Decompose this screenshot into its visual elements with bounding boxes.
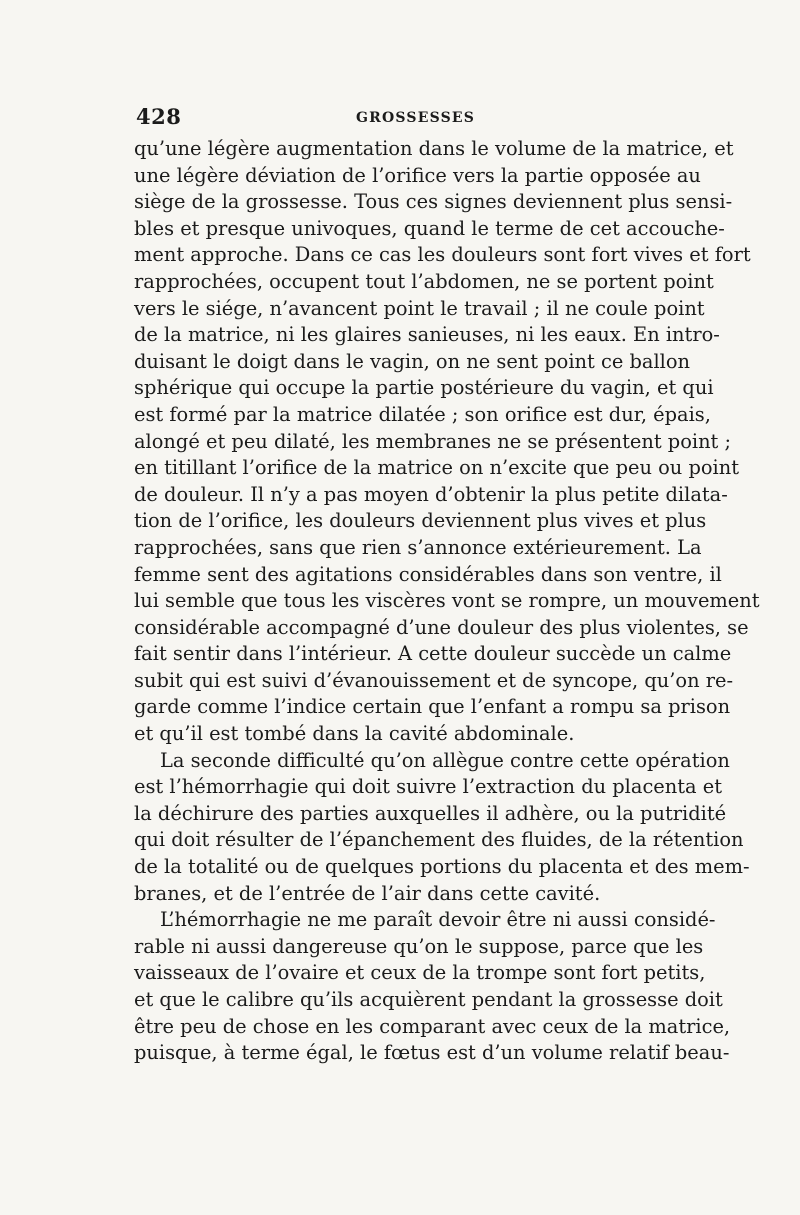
text-line: subit qui est suivi d’évanouissement et de syncope, qu’on re- xyxy=(134,668,734,692)
running-title: GROSSESSES xyxy=(356,110,476,126)
text-line: sphérique qui occupe la partie postérieure du vagin, et qui xyxy=(134,376,714,400)
text-line: de douleur. Il n’y a pas moyen d’obtenir la plus petite dilata- xyxy=(134,482,728,506)
text-line: puisque, à terme égal, le fœtus est d’un volume relatif beau- xyxy=(134,1041,730,1065)
text-line: ment approche. Dans ce cas les douleurs sont fort vives et fort xyxy=(134,243,751,267)
text-line: être peu de chose en les comparant avec ceux de la matrice, xyxy=(134,1014,731,1038)
text-line: duisant le doigt dans le vagin, on ne sent point ce ballon xyxy=(134,349,691,373)
text-line: rapprochées, sans que rien s’annonce extérieurement. La xyxy=(134,535,702,559)
text-line: siège de la grossesse. Tous ces signes deviennent plus sensi- xyxy=(134,190,733,214)
text-line: rable ni aussi dangereuse qu’on le suppose, parce que les xyxy=(134,934,704,958)
text-line: de la totalité ou de quelques portions du placenta et des mem- xyxy=(134,855,750,879)
text-line: la déchirure des parties auxquelles il adhère, ou la putridité xyxy=(134,801,727,825)
text-line: fait sentir dans l’intérieur. A cette douleur succède un calme xyxy=(134,642,732,666)
text-line: rapprochées, occupent tout l’abdomen, ne se portent point xyxy=(134,269,714,293)
text-line: tion de l’orifice, les douleurs deviennent plus vives et plus xyxy=(134,509,707,533)
paragraph-end-line: et qu’il est tombé dans la cavité abdominale. xyxy=(134,722,575,746)
paragraph-start-line: L’hémorrhagie ne me paraît devoir être ni aussi considé- xyxy=(160,908,716,932)
text-line: de la matrice, ni les glaires sanieuses, ni les eaux. En intro- xyxy=(134,323,720,347)
body-text xyxy=(134,136,760,1067)
text-line: lui semble que tous les viscères vont se rompre, un mouvement xyxy=(134,589,760,613)
text-line: considérable accompagné d’une douleur des plus violentes, se xyxy=(134,615,749,639)
text-line: femme sent des agitations considérables dans son ventre, il xyxy=(134,562,722,586)
text-line: qu’une légère augmentation dans le volume de la matrice, et xyxy=(134,137,734,160)
text-line: bles et presque univoques, quand le terme de cet accouche- xyxy=(134,216,725,240)
page-number: 428 xyxy=(136,104,182,129)
text-line: alongé et peu dilaté, les membranes ne se présentent point ; xyxy=(134,429,732,453)
text-line: qui doit résulter de l’épanchement des fluides, de la rétention xyxy=(134,828,744,852)
text-line: garde comme l’indice certain que l’enfant a rompu sa prison xyxy=(134,695,731,719)
text-line: en titillant l’orifice de la matrice on n’excite que peu ou point xyxy=(134,456,740,480)
text-line: une légère déviation de l’orifice vers la partie opposée au xyxy=(134,163,701,187)
text-line: et que le calibre qu’ils acquièrent pendant la grossesse doit xyxy=(134,988,723,1011)
text-line: est formé par la matrice dilatée ; son orifice est dur, épais, xyxy=(134,402,711,426)
paragraph-end-line: branes, et de l’entrée de l’air dans cette cavité. xyxy=(134,881,601,905)
text-line: vers le siége, n’avancent point le travail ; il ne coule point xyxy=(134,296,705,320)
text-line: est l’hémorrhagie qui doit suivre l’extraction du placenta et xyxy=(134,775,723,799)
paragraph-start-line: La seconde difficulté qu’on allègue contre cette opération xyxy=(160,748,730,772)
page-header xyxy=(136,104,668,132)
text-line: vaisseaux de l’ovaire et ceux de la trompe sont fort petits, xyxy=(134,961,706,985)
